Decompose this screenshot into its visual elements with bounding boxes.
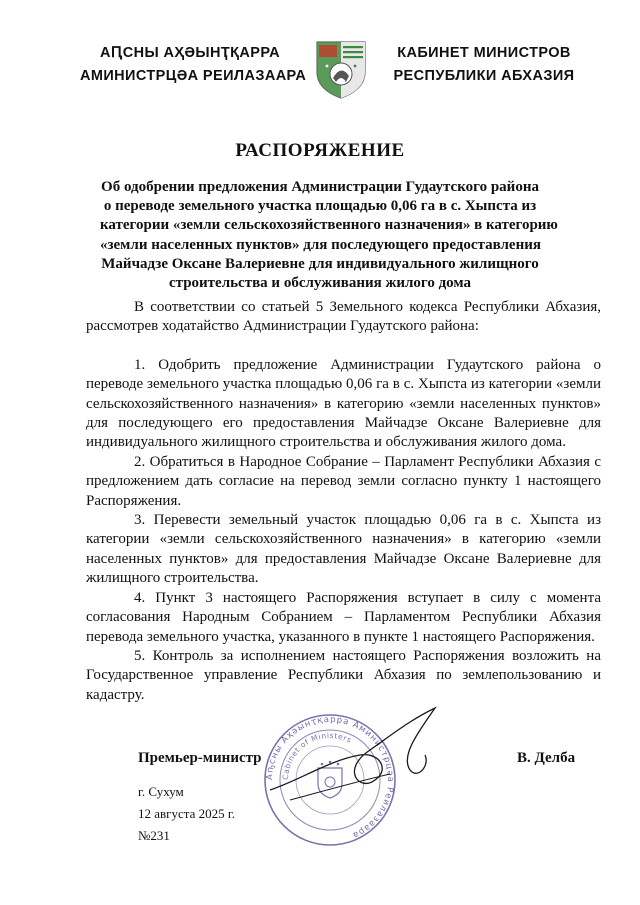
subject-line: Об одобрении предложения Администрации Гудаутского района (101, 179, 539, 195)
document-body (86, 298, 601, 705)
header-right-line-1: КАБИНЕТ МИНИСТРОВ (397, 45, 571, 61)
header-right-russian (385, 42, 583, 88)
issue-city: г. Сухум (138, 784, 184, 799)
order-item-1: 1. Одобрить предложение Администрации Гудаутского района о переводе земельного участка площадью 0,06 га в с. Хыпста из категории «земли сельскохозяйственного назначения» в категорию «земли населенных пунктов» для последующего его предоставления Майчадзе Оксане Валериевне для индивидуального жилищного строительства и обслуживания жилого дома. (86, 356, 601, 451)
order-item-4: 4. Пункт 3 настоящего Распоряжения вступает в силу с момента согласования Народным Собранием – Парламентом Республики Абхазия перевода земельного участка, указанного в пункте 1 настоящего Распоряжения. (86, 589, 601, 645)
issue-date: 12 августа 2025 г. (138, 806, 235, 821)
document-number: №231 (138, 828, 170, 843)
document-subject (100, 178, 558, 293)
header-right-line-2: РЕСПУБЛИКИ АБХАЗИЯ (393, 68, 575, 84)
subject-line: «земли населенных пунктов» для последующего предоставления (100, 236, 541, 253)
subject-line: Майчадзе Оксане Валериевне для индивидуального жилищного (101, 255, 539, 272)
header-left-abkhaz (80, 42, 307, 88)
seal-inner-text: Cabinet of Ministers (280, 730, 354, 781)
subject-line: категории «земли сельскохозяйственного назначения» в категорию (100, 217, 558, 234)
seal-outer-text: Аҧсны Аҳәынҭқарра Аминистрцәа Реилазаара (264, 714, 396, 841)
document-title: РАСПОРЯЖЕНИЕ (235, 140, 405, 161)
signatory-name: В. Делба (517, 750, 576, 766)
header-left-line-1: АԤСНЫ АҲӘЫНҬҚАРРА (100, 45, 280, 61)
signatory-position: Премьер-министр (138, 750, 262, 766)
order-item-2: 2. Обратиться в Народное Собрание – Парламент Республики Абхазия с предложением дать согласие на перевод земли согласно пункту 1 настоящего Распоряжения. (86, 453, 601, 509)
order-items (86, 356, 601, 705)
subject-line: строительства и обслуживания жилого дома (168, 275, 472, 292)
subject-line: о переводе земельного участка площадью 0,06 га в с. Хыпста из (103, 198, 537, 215)
handwritten-signature (260, 700, 450, 810)
order-item-5: 5. Контроль за исполнением настоящего Распоряжения возложить на Государственное управление Республики Абхазия по землепользованию и кадастру. (86, 647, 601, 703)
intro-paragraph: В соответствии со статьей 5 Земельного кодекса Республики Абхазия, рассмотрев ходатайство Администрации Гудаутского района: (86, 299, 601, 335)
header-left-line-2: АМИНИСТРЦӘА РЕИЛАЗААРА (80, 68, 307, 84)
order-item-3: 3. Перевести земельный участок площадью 0,06 га в с. Хыпста из категории «земли сельскохозяйственного назначения» в категорию «земли населенных пунктов» для предоставления Майчадзе Оксане Валериевне для жилищного строительства. (86, 512, 601, 587)
coat-of-arms-icon (313, 38, 369, 100)
